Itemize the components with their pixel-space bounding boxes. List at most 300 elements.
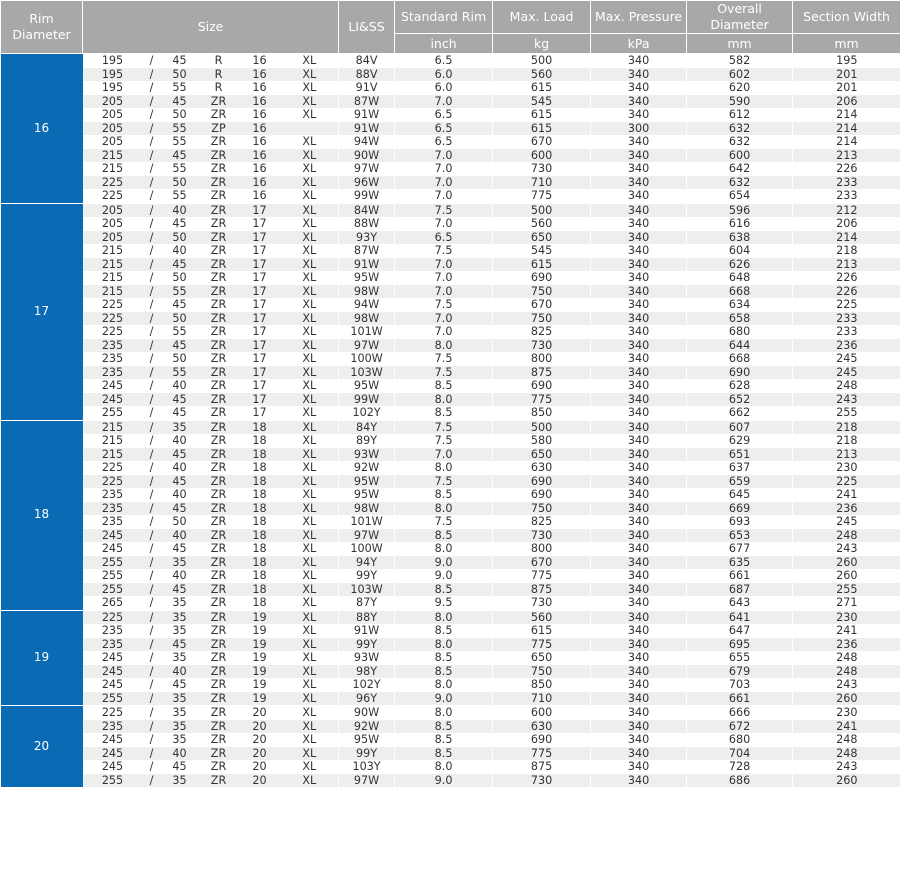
max-load-cell: 775: [493, 747, 591, 761]
rim-size-cell: 20: [239, 774, 281, 788]
construction-cell: ZR: [199, 366, 239, 380]
max-pressure-cell: 340: [591, 529, 687, 543]
section-width-cell: 271: [793, 596, 900, 610]
rim-size-cell: 17: [252, 352, 267, 365]
overall-diameter-cell: 677: [687, 542, 793, 556]
construction-cell: ZR: [199, 339, 239, 353]
standard-rim-cell: 9.0: [395, 556, 493, 570]
reinforcement-cell: XL: [302, 569, 317, 582]
max-pressure-cell: 340: [591, 258, 687, 272]
aspect-ratio-cell: 55: [161, 285, 199, 299]
overall-diameter-cell: 644: [687, 339, 793, 353]
overall-diameter-cell: 695: [687, 638, 793, 652]
size-separator: /: [143, 502, 161, 516]
overall-diameter-cell: 693: [687, 515, 793, 529]
aspect-ratio-cell: 45: [172, 298, 187, 311]
table-row: [1, 706, 900, 720]
rim-size-cell: 17: [252, 298, 267, 311]
overall-diameter-cell: 629: [687, 434, 793, 448]
reinforcement-cell: XL: [281, 502, 339, 516]
reinforcement-cell: XL: [281, 68, 339, 82]
load-speed-index-cell: 103Y: [339, 760, 395, 774]
max-pressure-cell: 340: [591, 231, 687, 245]
rim-size-cell: 17: [239, 203, 281, 217]
overall-diameter-cell: 690: [687, 366, 793, 380]
reinforcement-cell: XL: [281, 774, 339, 788]
table-row: [1, 352, 900, 366]
size-separator: /: [143, 610, 161, 624]
aspect-ratio-cell: 35: [161, 720, 199, 734]
overall-diameter-cell: 668: [687, 352, 793, 366]
max-load-cell: 560: [493, 217, 591, 231]
rim-diameter-cell: 17: [1, 203, 83, 420]
load-speed-index-cell: 93W: [339, 651, 395, 665]
overall-diameter-cell: 672: [687, 720, 793, 734]
construction-cell: ZR: [199, 312, 239, 326]
section-width-cell: 255: [793, 583, 900, 597]
load-speed-index-cell: 98W: [339, 285, 395, 299]
aspect-ratio-cell: 45: [172, 406, 187, 419]
load-speed-index-cell: 100W: [339, 352, 395, 366]
aspect-ratio-cell: 45: [161, 638, 199, 652]
table-row: [1, 692, 900, 706]
size-separator: /: [149, 515, 154, 528]
rim-size-cell: 18: [239, 475, 281, 489]
standard-rim-cell: 6.5: [395, 54, 493, 68]
max-load-header: Max. Load: [493, 1, 591, 34]
rim-diameter-cell: 18: [1, 420, 83, 610]
max-load-cell: 750: [493, 285, 591, 299]
max-pressure-cell: 340: [591, 312, 687, 326]
standard-rim-cell: 8.5: [395, 583, 493, 597]
aspect-ratio-cell: 55: [161, 122, 199, 136]
max-load-cell: 775: [493, 569, 591, 583]
section-width-cell: 195: [793, 54, 900, 68]
width-cell: 215: [83, 258, 143, 272]
reinforcement-cell: XL: [302, 760, 317, 773]
max-load-cell: 560: [493, 610, 591, 624]
aspect-ratio-cell: 55: [161, 366, 199, 380]
construction-cell: ZR: [199, 95, 239, 109]
rim-size-cell: 17: [252, 244, 267, 257]
aspect-ratio-cell: 45: [161, 258, 199, 272]
li-ss-header: LI&SS: [339, 1, 395, 54]
reinforcement-cell: XL: [281, 529, 339, 543]
reinforcement-cell: XL: [281, 393, 339, 407]
load-speed-index-cell: 99Y: [339, 569, 395, 583]
load-speed-index-cell: 90W: [339, 706, 395, 720]
section-width-cell: 206: [793, 217, 900, 231]
reinforcement-cell: XL: [302, 461, 317, 474]
width-cell: 235: [83, 638, 143, 652]
overall-diameter-cell: 642: [687, 162, 793, 176]
section-width-cell: 241: [793, 720, 900, 734]
overall-diameter-cell: 648: [687, 271, 793, 285]
rim-size-cell: 16: [239, 122, 281, 136]
construction-cell: ZR: [199, 203, 239, 217]
width-cell: 255: [83, 583, 143, 597]
max-pressure-cell: 340: [591, 502, 687, 516]
construction-cell: ZR: [210, 461, 227, 474]
max-pressure-cell: 340: [591, 488, 687, 502]
construction-cell: ZR: [210, 189, 227, 202]
rim-size-cell: 17: [239, 393, 281, 407]
section-width-cell: 218: [793, 244, 900, 258]
reinforcement-cell: XL: [281, 285, 339, 299]
standard-rim-cell: 7.5: [395, 203, 493, 217]
width-cell: 215: [83, 285, 143, 299]
overall-diameter-cell: 653: [687, 529, 793, 543]
max-pressure-cell: 340: [591, 461, 687, 475]
table-row: [1, 312, 900, 326]
standard-rim-header: Standard Rim: [395, 1, 493, 34]
width-cell: 255: [83, 692, 143, 706]
overall-diameter-cell: 647: [687, 624, 793, 638]
section-width-cell: 214: [793, 108, 900, 122]
rim-size-cell: 16: [252, 162, 267, 175]
construction-cell: ZR: [210, 298, 227, 311]
section-width-cell: 248: [793, 747, 900, 761]
load-speed-index-cell: 95W: [339, 733, 395, 747]
max-pressure-cell: 340: [591, 217, 687, 231]
construction-cell: ZR: [210, 244, 227, 257]
max-load-cell: 500: [493, 203, 591, 217]
max-load-cell: 615: [493, 81, 591, 95]
table-row: [1, 448, 900, 462]
max-pressure-cell: 340: [591, 135, 687, 149]
aspect-ratio-cell: 40: [172, 461, 187, 474]
rim-size-cell: 18: [252, 542, 267, 555]
reinforcement-cell: XL: [281, 448, 339, 462]
table-row: [1, 569, 900, 583]
standard-rim-cell: 8.5: [395, 406, 493, 420]
standard-rim-cell: 6.5: [395, 231, 493, 245]
construction-cell: ZR: [199, 638, 239, 652]
width-cell: 255: [101, 406, 124, 419]
max-load-cell: 800: [493, 542, 591, 556]
width-cell: 225: [83, 312, 143, 326]
section-width-cell: 243: [793, 678, 900, 692]
reinforcement-cell: XL: [302, 624, 317, 637]
load-speed-index-cell: 98W: [339, 502, 395, 516]
overall-diameter-cell: 632: [687, 122, 793, 136]
size-separator: /: [149, 271, 154, 284]
load-speed-index-cell: 94Y: [339, 556, 395, 570]
section-width-cell: 248: [793, 651, 900, 665]
standard-rim-cell: 8.0: [395, 760, 493, 774]
max-load-unit: kg: [493, 34, 591, 54]
standard-rim-cell: 6.5: [395, 108, 493, 122]
max-load-cell: 560: [493, 68, 591, 82]
standard-rim-cell: 7.0: [395, 95, 493, 109]
overall-diameter-cell: 612: [687, 108, 793, 122]
overall-diameter-cell: 651: [687, 448, 793, 462]
rim-size-cell: 16: [239, 54, 281, 68]
standard-rim-cell: 8.5: [395, 665, 493, 679]
table-row: [1, 624, 900, 638]
aspect-ratio-cell: 35: [161, 556, 199, 570]
load-speed-index-cell: 95W: [339, 379, 395, 393]
construction-cell: ZR: [199, 747, 239, 761]
overall-diameter-cell: 686: [687, 774, 793, 788]
size-separator: /: [143, 774, 161, 788]
width-cell: 265: [101, 596, 124, 609]
max-load-cell: 545: [493, 244, 591, 258]
section-width-cell: 236: [793, 502, 900, 516]
size-separator: /: [149, 678, 154, 691]
max-load-cell: 650: [493, 448, 591, 462]
size-separator: /: [149, 162, 154, 175]
standard-rim-cell: 7.5: [395, 244, 493, 258]
max-pressure-cell: 340: [591, 339, 687, 353]
max-load-cell: 650: [493, 231, 591, 245]
reinforcement-cell: XL: [281, 665, 339, 679]
width-cell: 235: [83, 366, 143, 380]
standard-rim-cell: 9.0: [395, 692, 493, 706]
max-load-cell: 775: [493, 393, 591, 407]
overall-diameter-cell: 655: [687, 651, 793, 665]
max-pressure-cell: 340: [591, 760, 687, 774]
aspect-ratio-cell: 55: [172, 325, 187, 338]
standard-rim-cell: 8.5: [395, 379, 493, 393]
max-pressure-cell: 340: [591, 678, 687, 692]
standard-rim-cell: 7.0: [395, 189, 493, 203]
table-row: [1, 475, 900, 489]
width-cell: 235: [83, 720, 143, 734]
size-separator: /: [143, 54, 161, 68]
overall-diameter-cell: 632: [687, 176, 793, 190]
section-width-cell: 243: [793, 542, 900, 556]
size-separator: /: [143, 68, 161, 82]
width-cell: 225: [101, 325, 124, 338]
rim-size-cell: 16: [239, 149, 281, 163]
construction-cell: ZR: [199, 706, 239, 720]
construction-cell: ZR: [199, 556, 239, 570]
max-load-cell: 630: [493, 720, 591, 734]
overall-diameter-cell: 635: [687, 556, 793, 570]
aspect-ratio-cell: 45: [161, 149, 199, 163]
width-cell: 205: [83, 95, 143, 109]
max-pressure-unit: kPa: [591, 34, 687, 54]
overall-diameter-cell: 632: [687, 135, 793, 149]
construction-cell: ZR: [210, 271, 227, 284]
standard-rim-cell: 7.5: [395, 352, 493, 366]
aspect-ratio-cell: 35: [172, 624, 187, 637]
construction-cell: ZR: [210, 379, 227, 392]
max-pressure-cell: 340: [591, 638, 687, 652]
aspect-ratio-cell: 35: [172, 596, 187, 609]
section-width-cell: 230: [793, 461, 900, 475]
overall-diameter-cell: 596: [687, 203, 793, 217]
load-speed-index-cell: 98Y: [339, 665, 395, 679]
overall-diameter-cell: 668: [687, 285, 793, 299]
overall-diameter-cell: 680: [687, 733, 793, 747]
section-width-cell: 260: [793, 774, 900, 788]
reinforcement-cell: XL: [302, 515, 317, 528]
max-load-cell: 710: [493, 692, 591, 706]
table-row: [1, 108, 900, 122]
size-separator: /: [149, 488, 154, 501]
size-separator: /: [149, 569, 154, 582]
construction-cell: ZR: [210, 352, 227, 365]
width-cell: 195: [83, 54, 143, 68]
construction-cell: ZR: [199, 258, 239, 272]
size-separator: /: [149, 244, 154, 257]
overall-diameter-cell: 634: [687, 298, 793, 312]
rim-size-cell: 19: [239, 610, 281, 624]
size-separator: /: [143, 366, 161, 380]
rim-size-cell: 18: [252, 596, 267, 609]
table-body: [1, 54, 900, 788]
construction-cell: ZR: [199, 502, 239, 516]
table-row: [1, 271, 900, 285]
size-separator: /: [143, 448, 161, 462]
construction-cell: ZR: [210, 488, 227, 501]
load-speed-index-cell: 93W: [339, 448, 395, 462]
table-row: [1, 325, 900, 339]
aspect-ratio-cell: 40: [161, 529, 199, 543]
table-row: [1, 434, 900, 448]
overall-diameter-cell: 654: [687, 189, 793, 203]
overall-diameter-cell: 659: [687, 475, 793, 489]
max-pressure-cell: 340: [591, 244, 687, 258]
width-cell: 205: [83, 122, 143, 136]
rim-size-cell: 16: [239, 176, 281, 190]
rim-size-cell: 19: [239, 692, 281, 706]
overall-diameter-cell: 680: [687, 325, 793, 339]
max-load-cell: 690: [493, 475, 591, 489]
rim-size-cell: 18: [239, 448, 281, 462]
standard-rim-cell: 7.0: [395, 325, 493, 339]
standard-rim-cell: 7.0: [395, 285, 493, 299]
size-separator: /: [143, 420, 161, 434]
size-separator: /: [149, 624, 154, 637]
width-cell: 255: [101, 569, 124, 582]
max-pressure-cell: 340: [591, 610, 687, 624]
max-load-cell: 800: [493, 352, 591, 366]
load-speed-index-cell: 84V: [339, 54, 395, 68]
size-separator: /: [149, 352, 154, 365]
reinforcement-cell: XL: [302, 271, 317, 284]
overall-diameter-header: Overall Diameter: [687, 1, 793, 34]
load-speed-index-cell: 95W: [339, 488, 395, 502]
size-separator: /: [143, 638, 161, 652]
max-load-cell: 775: [493, 638, 591, 652]
reinforcement-cell: XL: [302, 379, 317, 392]
construction-cell: R: [199, 68, 239, 82]
max-pressure-cell: 340: [591, 596, 687, 610]
width-cell: 245: [83, 393, 143, 407]
width-cell: 205: [101, 108, 124, 121]
rim-diameter-cell: 16: [1, 54, 83, 204]
max-load-cell: 500: [493, 54, 591, 68]
max-load-cell: 750: [493, 312, 591, 326]
load-speed-index-cell: 100W: [339, 542, 395, 556]
size-separator: /: [143, 339, 161, 353]
aspect-ratio-cell: 40: [172, 569, 187, 582]
construction-cell: ZR: [199, 610, 239, 624]
aspect-ratio-cell: 40: [172, 379, 187, 392]
standard-rim-cell: 6.5: [395, 122, 493, 136]
width-cell: 235: [101, 352, 124, 365]
construction-cell: ZR: [199, 583, 239, 597]
overall-diameter-cell: 616: [687, 217, 793, 231]
width-cell: 255: [83, 556, 143, 570]
size-separator: /: [143, 312, 161, 326]
load-speed-index-cell: 97W: [339, 774, 395, 788]
reinforcement-cell: XL: [302, 352, 317, 365]
width-cell: 215: [101, 244, 124, 257]
max-load-cell: 600: [493, 706, 591, 720]
rim-size-cell: 16: [252, 108, 267, 121]
section-width-cell: 225: [793, 475, 900, 489]
aspect-ratio-cell: 50: [172, 352, 187, 365]
size-separator: /: [143, 720, 161, 734]
max-load-cell: 600: [493, 149, 591, 163]
standard-rim-cell: 7.5: [395, 366, 493, 380]
section-width-cell: 213: [793, 448, 900, 462]
size-separator: /: [143, 475, 161, 489]
table-row: [1, 122, 900, 136]
max-pressure-cell: 340: [591, 583, 687, 597]
reinforcement-cell: XL: [302, 434, 317, 447]
max-pressure-cell: 340: [591, 556, 687, 570]
table-row: [1, 747, 900, 761]
load-speed-index-cell: 99Y: [339, 747, 395, 761]
construction-cell: ZP: [199, 122, 239, 136]
size-separator: /: [149, 189, 154, 202]
aspect-ratio-cell: 45: [161, 583, 199, 597]
standard-rim-cell: 8.5: [395, 488, 493, 502]
section-width-cell: 226: [793, 162, 900, 176]
table-row: [1, 774, 900, 788]
reinforcement-cell: XL: [281, 339, 339, 353]
max-pressure-cell: 340: [591, 448, 687, 462]
rim-size-cell: 17: [252, 406, 267, 419]
load-speed-index-cell: 96W: [339, 176, 395, 190]
rim-size-cell: 20: [239, 720, 281, 734]
rim-size-cell: 19: [252, 678, 267, 691]
size-separator: /: [149, 81, 154, 94]
max-pressure-cell: 340: [591, 271, 687, 285]
size-separator: /: [143, 122, 161, 136]
reinforcement-cell: XL: [281, 203, 339, 217]
size-separator: /: [149, 434, 154, 447]
size-separator: /: [149, 733, 154, 746]
max-load-cell: 690: [493, 733, 591, 747]
aspect-ratio-cell: 35: [161, 692, 199, 706]
section-width-cell: 218: [793, 420, 900, 434]
table-row: [1, 258, 900, 272]
aspect-ratio-cell: 45: [161, 54, 199, 68]
max-pressure-cell: 340: [591, 475, 687, 489]
max-pressure-cell: 340: [591, 515, 687, 529]
table-row: [1, 379, 900, 393]
rim-size-cell: 17: [239, 258, 281, 272]
size-separator: /: [149, 379, 154, 392]
max-pressure-cell: 300: [591, 122, 687, 136]
load-speed-index-cell: 92W: [339, 461, 395, 475]
section-width-cell: 260: [793, 556, 900, 570]
size-separator: /: [149, 298, 154, 311]
width-cell: 255: [83, 774, 143, 788]
construction-cell: ZR: [210, 406, 227, 419]
rim-size-cell: 17: [239, 285, 281, 299]
reinforcement-cell: XL: [302, 406, 317, 419]
max-pressure-cell: 340: [591, 720, 687, 734]
reinforcement-cell: XL: [281, 95, 339, 109]
construction-cell: ZR: [199, 720, 239, 734]
